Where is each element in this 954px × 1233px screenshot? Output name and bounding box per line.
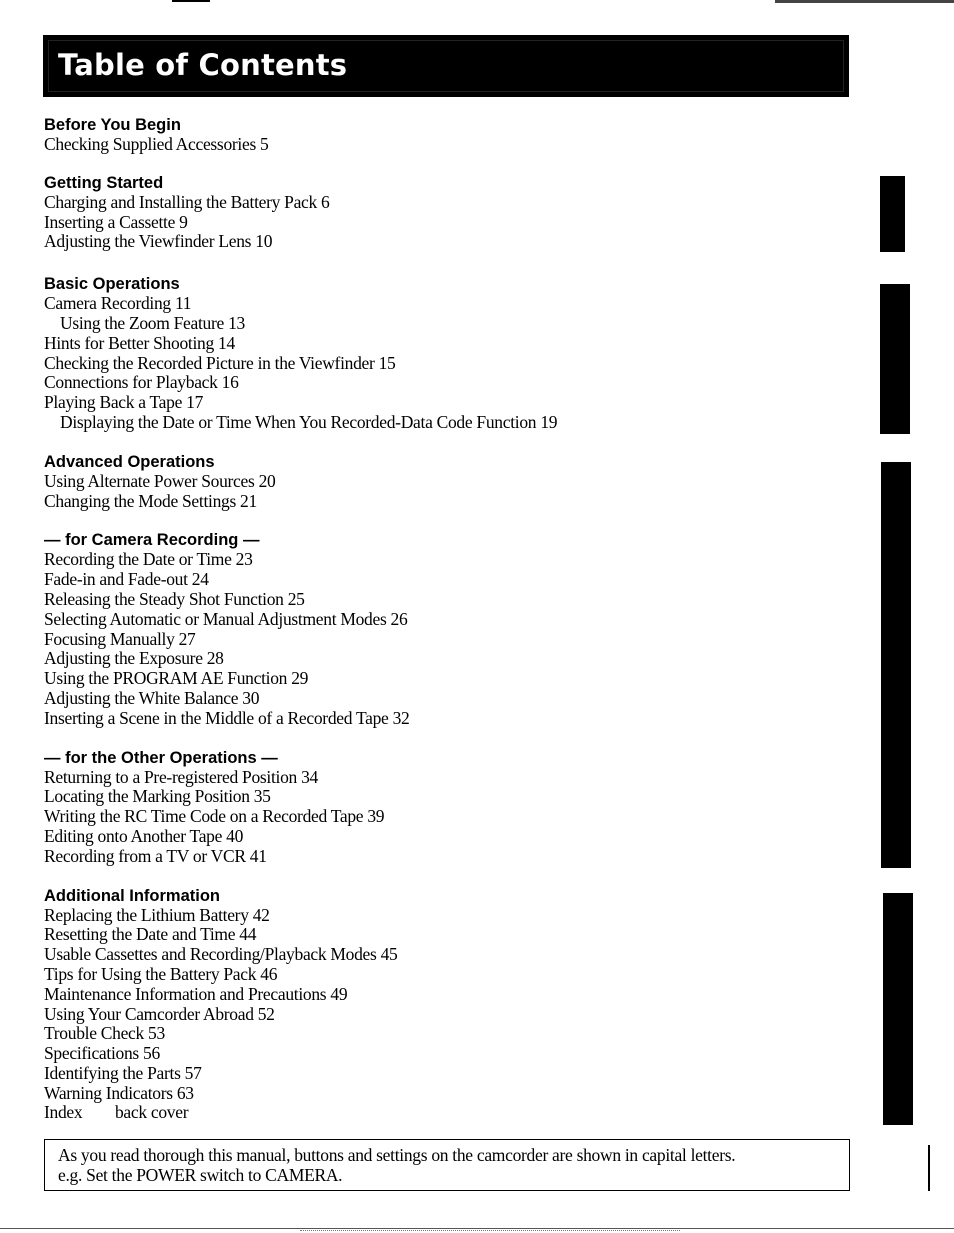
section-heading: — for Camera Recording — [44, 531, 260, 550]
toc-entry[interactable]: Trouble Check 53 [44, 1023, 165, 1044]
top-rule [775, 0, 954, 3]
thumb-tab-basic-operations[interactable] [880, 284, 910, 434]
toc-entry[interactable]: Locating the Marking Position 35 [44, 786, 271, 807]
toc-section [44, 452, 844, 512]
thumb-tab-additional-information[interactable] [883, 893, 913, 1125]
toc-entry[interactable]: Adjusting the Exposure 28 [44, 648, 224, 669]
thumb-tab-advanced-operations[interactable] [881, 462, 911, 868]
toc-entry[interactable]: Usable Cassettes and Recording/Playback Modes 45 [44, 944, 398, 965]
table-of-contents [44, 115, 844, 1141]
toc-section [44, 115, 844, 155]
toc-entry[interactable]: Releasing the Steady Shot Function 25 [44, 588, 305, 609]
toc-entry[interactable]: Recording the Date or Time 23 [44, 549, 253, 570]
toc-section [44, 886, 844, 1124]
title-banner [43, 35, 849, 97]
toc-entry[interactable]: Maintenance Information and Precautions 49 [44, 983, 348, 1004]
section-heading: Advanced Operations [44, 452, 215, 471]
toc-section [44, 274, 844, 433]
toc-entry[interactable]: Using Alternate Power Sources 20 [44, 470, 276, 491]
note-line: e.g. Set the POWER switch to CAMERA. [58, 1165, 343, 1185]
toc-entry[interactable]: Replacing the Lithium Battery 42 [44, 904, 270, 925]
toc-entry[interactable]: Writing the RC Time Code on a Recorded Tape 39 [44, 806, 385, 827]
toc-entry[interactable]: Changing the Mode Settings 21 [44, 490, 257, 511]
section-heading: Before You Begin [44, 116, 181, 134]
toc-entry[interactable]: Using the Zoom Feature 13 [60, 312, 245, 333]
toc-entry[interactable]: Inserting a Scene in the Middle of a Recorded Tape 32 [44, 707, 410, 728]
toc-entry[interactable]: Checking Supplied Accessories 5 [44, 134, 269, 154]
toc-entry[interactable]: Specifications 56 [44, 1043, 160, 1064]
thumb-tab-getting-started[interactable] [880, 176, 905, 252]
section-heading: Additional Information [44, 886, 220, 905]
toc-section [44, 748, 844, 867]
toc-entry[interactable]: Hints for Better Shooting 14 [44, 332, 235, 353]
toc-entry[interactable]: Index back cover [44, 1102, 189, 1123]
note-box [44, 1139, 850, 1191]
toc-entry[interactable]: Displaying the Date or Time When You Recorded-Data Code Function 19 [60, 411, 558, 432]
toc-entry[interactable]: Returning to a Pre-registered Position 34 [44, 766, 318, 787]
toc-entry[interactable]: Resetting the Date and Time 44 [44, 924, 257, 945]
toc-entry[interactable]: Adjusting the Viewfinder Lens 10 [44, 231, 273, 252]
toc-entry[interactable]: Charging and Installing the Battery Pack 6 [44, 191, 330, 212]
toc-entry[interactable]: Warning Indicators 63 [44, 1082, 194, 1103]
top-rule [172, 0, 210, 2]
note-line: As you read thorough this manual, buttons and settings on the camcorder are shown in capital letters. [58, 1145, 736, 1165]
section-heading: Basic Operations [44, 275, 180, 294]
toc-section [44, 173, 844, 252]
toc-entry[interactable]: Fade-in and Fade-out 24 [44, 569, 209, 590]
toc-entry[interactable]: Focusing Manually 27 [44, 628, 196, 649]
toc-entry[interactable]: Editing onto Another Tape 40 [44, 825, 244, 846]
toc-entry[interactable]: Tips for Using the Battery Pack 46 [44, 963, 278, 984]
toc-entry[interactable]: Inserting a Cassette 9 [44, 211, 188, 232]
toc-entry[interactable]: Checking the Recorded Picture in the Viewfinder 15 [44, 352, 396, 373]
section-heading: Getting Started [44, 173, 164, 192]
margin-rule [928, 1145, 930, 1191]
toc-entry[interactable]: Using the PROGRAM AE Function 29 [44, 668, 309, 689]
page-title: Table of Contents [58, 48, 348, 82]
toc-section [44, 530, 844, 728]
toc-entry[interactable]: Connections for Playback 16 [44, 372, 239, 393]
toc-entry[interactable]: Camera Recording 11 [44, 293, 192, 314]
toc-entry[interactable]: Selecting Automatic or Manual Adjustment Modes 26 [44, 608, 408, 629]
toc-entry[interactable]: Recording from a TV or VCR 41 [44, 845, 267, 866]
section-heading: — for the Other Operations — [44, 748, 278, 767]
toc-entry[interactable]: Playing Back a Tape 17 [44, 392, 204, 413]
toc-entry[interactable]: Using Your Camcorder Abroad 52 [44, 1003, 275, 1024]
toc-entry[interactable]: Adjusting the White Balance 30 [44, 687, 260, 708]
toc-entry[interactable]: Identifying the Parts 57 [44, 1062, 202, 1083]
bottom-rule [0, 1228, 954, 1229]
